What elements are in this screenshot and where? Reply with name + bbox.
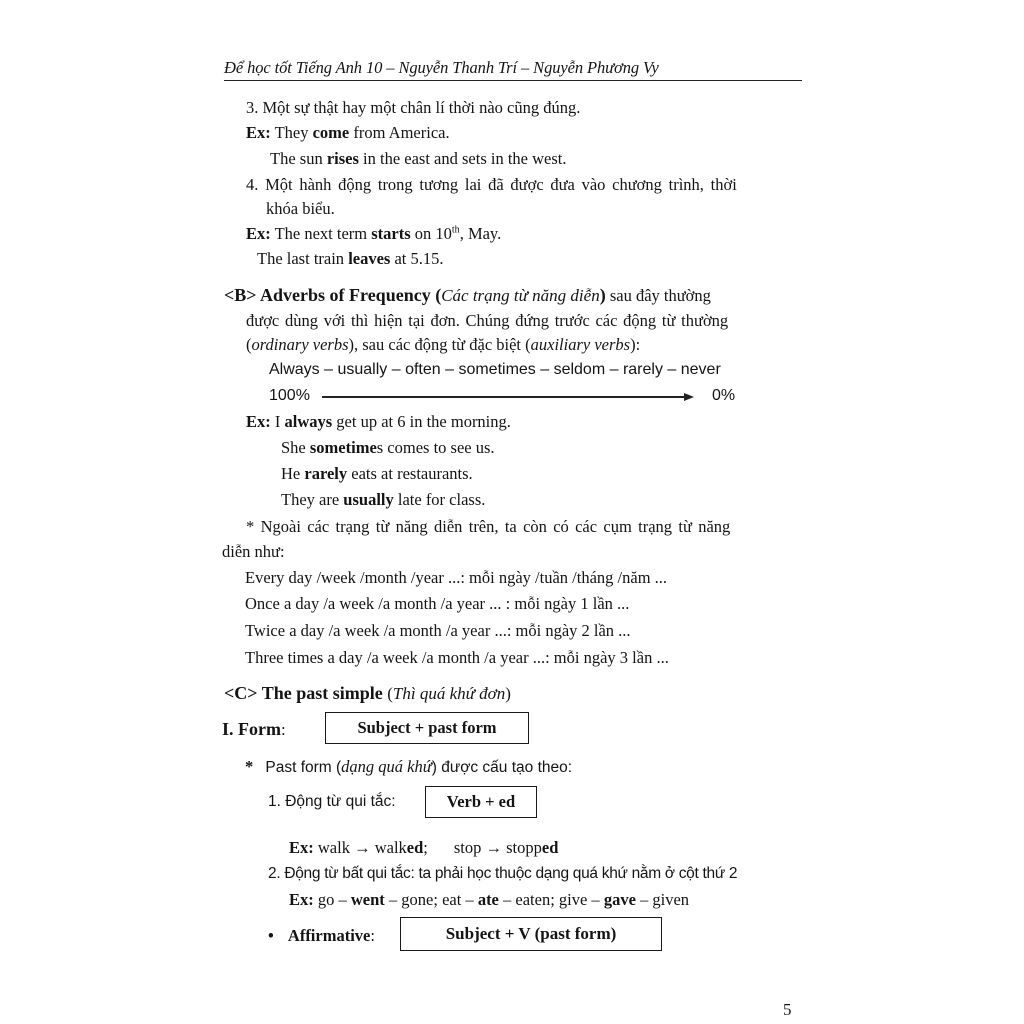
bullet-icon: •	[268, 926, 274, 945]
affirmative-heading	[268, 926, 375, 946]
example-line	[281, 490, 485, 510]
phrase-item: Once a day /a week /a month /a year ... : mỗi ngày 1 lần ...	[245, 594, 630, 613]
page-number: 5	[783, 1000, 792, 1019]
text: on 10	[410, 224, 452, 243]
arrow-right-icon: →	[485, 838, 503, 857]
phrase-item: Three times a day /a week /a month /a year ...: mỗi ngày 3 lần ...	[245, 648, 669, 667]
asterisk: *	[245, 757, 254, 776]
ex-label: Ex:	[289, 890, 314, 909]
regular-verb-label: 1. Động từ qui tắc:	[268, 793, 396, 810]
note-line: * Ngoài các trạng từ năng diễn trên, ta còn có các cụm trạng từ năng	[246, 517, 731, 536]
bold-adverb: always	[284, 412, 333, 431]
paren: (	[435, 285, 442, 305]
irregular-verb-line: 2. Động từ bất qui tắc: ta phải học thuộc dạng quá khứ nằm ở cột thứ 2	[268, 865, 738, 882]
arrow-right-icon	[684, 393, 694, 401]
section-marker: <B>	[224, 285, 257, 305]
bold-suffix: ed	[406, 838, 424, 857]
text: , May.	[459, 224, 502, 243]
example-line	[246, 224, 501, 244]
bold-adverb: sometime	[309, 438, 377, 457]
section-c-heading	[224, 683, 511, 704]
bold-verb: come	[312, 123, 350, 142]
text: The next term	[270, 224, 372, 243]
scale-start: 100%	[269, 387, 310, 404]
text: The sun	[270, 149, 327, 168]
bold-adverb: usually	[343, 490, 394, 509]
paren: (	[387, 684, 393, 703]
arrow-right-icon: →	[354, 838, 371, 857]
text: They	[270, 123, 313, 142]
bold-verb: went	[350, 890, 385, 909]
text: in the east and sets in the west.	[358, 149, 567, 168]
colon: :	[370, 926, 375, 945]
text: She	[281, 438, 310, 457]
ex-label: Ex:	[289, 838, 314, 857]
text: The last train	[257, 249, 349, 268]
text: He	[281, 464, 305, 483]
scale-end: 0%	[712, 387, 736, 404]
text: walk	[370, 838, 407, 857]
bold-verb: ate	[477, 890, 499, 909]
text: walk	[313, 838, 355, 857]
example-line	[257, 249, 444, 269]
section-title: Adverbs of Frequency	[256, 285, 436, 305]
example-line	[246, 123, 450, 143]
text: stopp	[502, 838, 542, 857]
colon: :	[280, 720, 286, 739]
text: ):	[630, 335, 641, 354]
text: They are	[281, 490, 344, 509]
example-line	[281, 438, 495, 458]
section-title-vi: Các trạng từ năng diễn	[441, 286, 600, 305]
affirmative-label: Affirmative	[287, 926, 371, 945]
text: – eaten; give –	[498, 890, 604, 909]
example-line	[246, 412, 511, 432]
text: I	[270, 412, 285, 431]
rule-item-3: 3. Một sự thật hay một chân lí thời nào cũng đúng.	[246, 98, 581, 117]
form-heading	[222, 719, 286, 740]
bold-verb: starts	[371, 224, 411, 243]
note-line: diễn như:	[222, 542, 285, 561]
paren: )	[505, 684, 511, 703]
ex-label: Ex:	[246, 123, 271, 142]
section-b-heading	[224, 285, 711, 306]
phrase-item: Every day /week /month /year ...: mỗi ngày /tuần /tháng /năm ...	[245, 568, 668, 587]
section-b-text: được dùng với thì hiện tại đơn. Chúng đứng trước các động từ thường	[246, 311, 729, 330]
regular-example	[289, 838, 558, 858]
italic-term: ordinary verbs	[251, 335, 349, 354]
adverb-scale: Always – usually – often – sometimes – seldom – rarely – never	[269, 361, 721, 378]
text: eats at restaurants.	[347, 464, 473, 483]
section-marker: <C>	[224, 683, 258, 703]
running-header: Để học tốt Tiếng Anh 10 – Nguyễn Thanh Trí – Nguyễn Phương Vy	[224, 58, 802, 81]
text: s comes to see us.	[376, 438, 495, 457]
text: – given	[635, 890, 690, 909]
text: sau đây thường	[605, 286, 711, 305]
bold-verb: gave	[603, 890, 636, 909]
paren: )	[599, 285, 606, 305]
superscript: th	[451, 224, 460, 236]
form-label: I. Form	[222, 719, 281, 739]
text: ), sau các động từ đặc biệt (	[348, 335, 531, 354]
text: stop	[453, 838, 486, 857]
text: – gone; eat –	[384, 890, 478, 909]
bold-verb: rises	[326, 149, 359, 168]
text: at 5.15.	[390, 249, 444, 268]
phrase-item: Twice a day /a week /a month /a year ...: mỗi ngày 2 lần ...	[245, 621, 631, 640]
text: (	[246, 335, 252, 354]
text: ) được cấu tạo theo:	[431, 759, 573, 776]
bold-suffix: ed	[541, 838, 559, 857]
rule-item-4: 4. Một hành động trong tương lai đã được đưa vào chương trình, thời	[246, 175, 737, 194]
example-line	[281, 464, 473, 484]
text: Past form (	[265, 759, 342, 776]
form-formula-box: Subject + past form	[325, 712, 529, 744]
regular-verb-formula-box: Verb + ed	[425, 786, 537, 818]
ex-label: Ex:	[246, 412, 271, 431]
section-b-text	[246, 335, 640, 355]
bold-adverb: rarely	[304, 464, 348, 483]
italic-term: auxiliary verbs	[530, 335, 631, 354]
rule-item-4-cont: khóa biểu.	[266, 199, 335, 218]
affirmative-formula-box: Subject + V (past form)	[400, 917, 662, 951]
text: get up at 6 in the morning.	[332, 412, 511, 431]
bold-verb: leaves	[348, 249, 391, 268]
irregular-example	[289, 890, 689, 910]
ex-label: Ex:	[246, 224, 271, 243]
text: from America.	[349, 123, 450, 142]
past-form-note	[245, 757, 572, 778]
italic-term: dạng quá khứ	[341, 757, 432, 776]
frequency-arrow-line	[322, 396, 684, 398]
text: late for class.	[393, 490, 486, 509]
section-title: The past simple	[257, 683, 388, 703]
text: go –	[313, 890, 351, 909]
section-title-vi: Thì quá khứ đơn	[392, 684, 506, 703]
text: ;	[423, 838, 428, 857]
example-line	[270, 149, 567, 169]
